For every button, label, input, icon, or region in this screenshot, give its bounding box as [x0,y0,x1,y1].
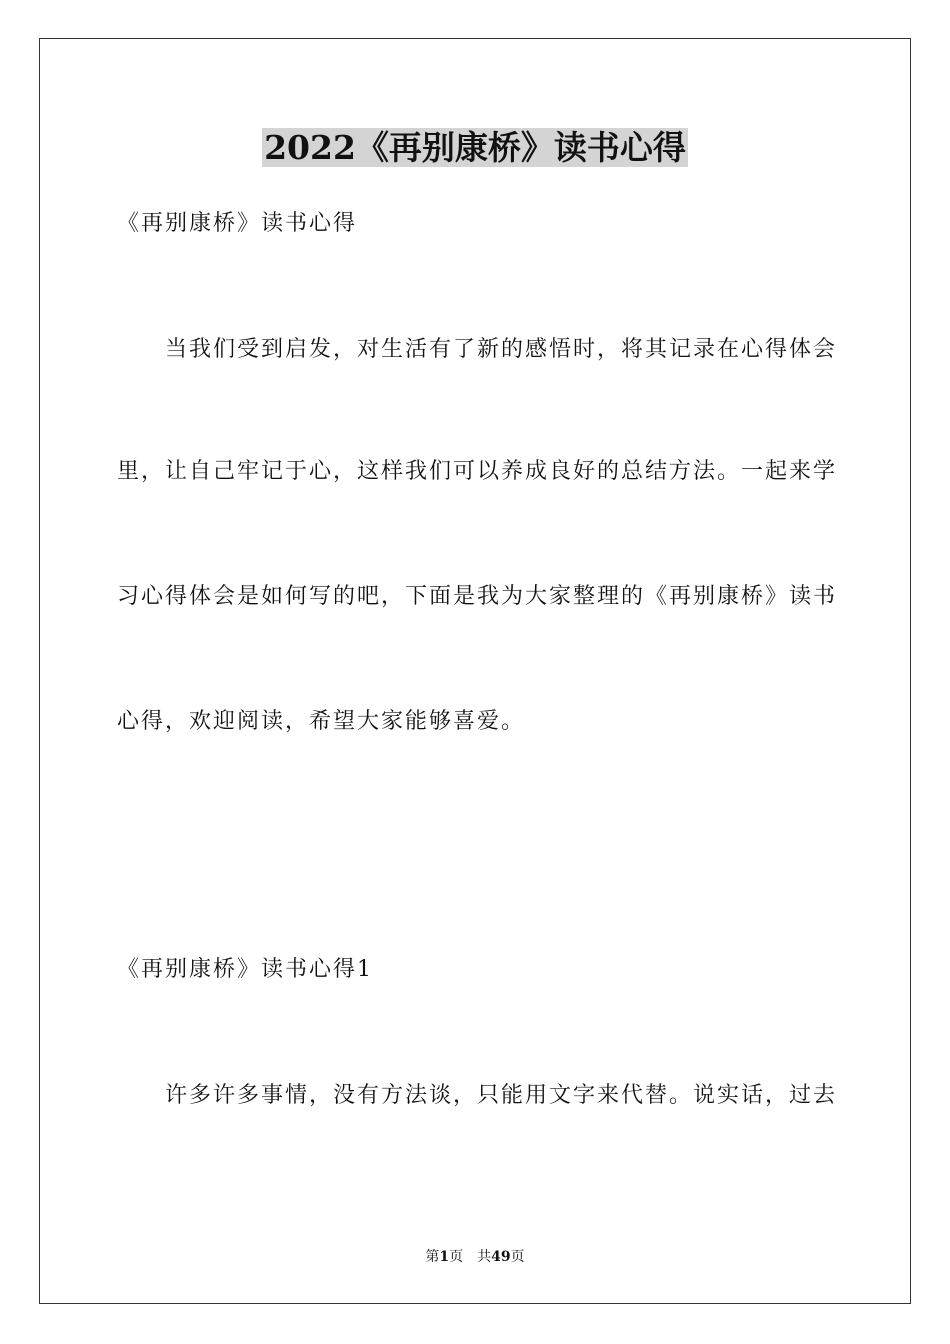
page-footer [0,1247,950,1267]
document-subtitle: 《再别康桥》读书心得 [117,211,358,236]
document-title [0,126,950,170]
footer-page-prefix: 第 [425,1249,440,1265]
footer-total-prefix: 共 [477,1249,492,1265]
footer-total-pages: 49 [491,1249,511,1265]
section-paragraph-line-1: 许多许多事情，没有方法谈，只能用文字来代替。说实话，过去 [165,1083,838,1108]
footer-page-number: 1 [439,1249,450,1265]
footer-page-suffix: 页 [449,1249,464,1265]
footer-total-suffix: 页 [510,1249,525,1265]
document-title-text: 2022《再别康桥》读书心得 [264,128,686,167]
intro-paragraph-line-4: 心得，欢迎阅读，希望大家能够喜爱。 [117,709,526,734]
intro-paragraph-line-1: 当我们受到启发，对生活有了新的感悟时，将其记录在心得体会 [165,337,838,362]
intro-paragraph-line-3: 习心得体会是如何写的吧，下面是我为大家整理的《再别康桥》读书 [117,584,838,609]
intro-paragraph-line-2: 里，让自己牢记于心，这样我们可以养成良好的总结方法。一起来学 [117,459,838,484]
section-heading: 《再别康桥》读书心得1 [117,957,373,982]
